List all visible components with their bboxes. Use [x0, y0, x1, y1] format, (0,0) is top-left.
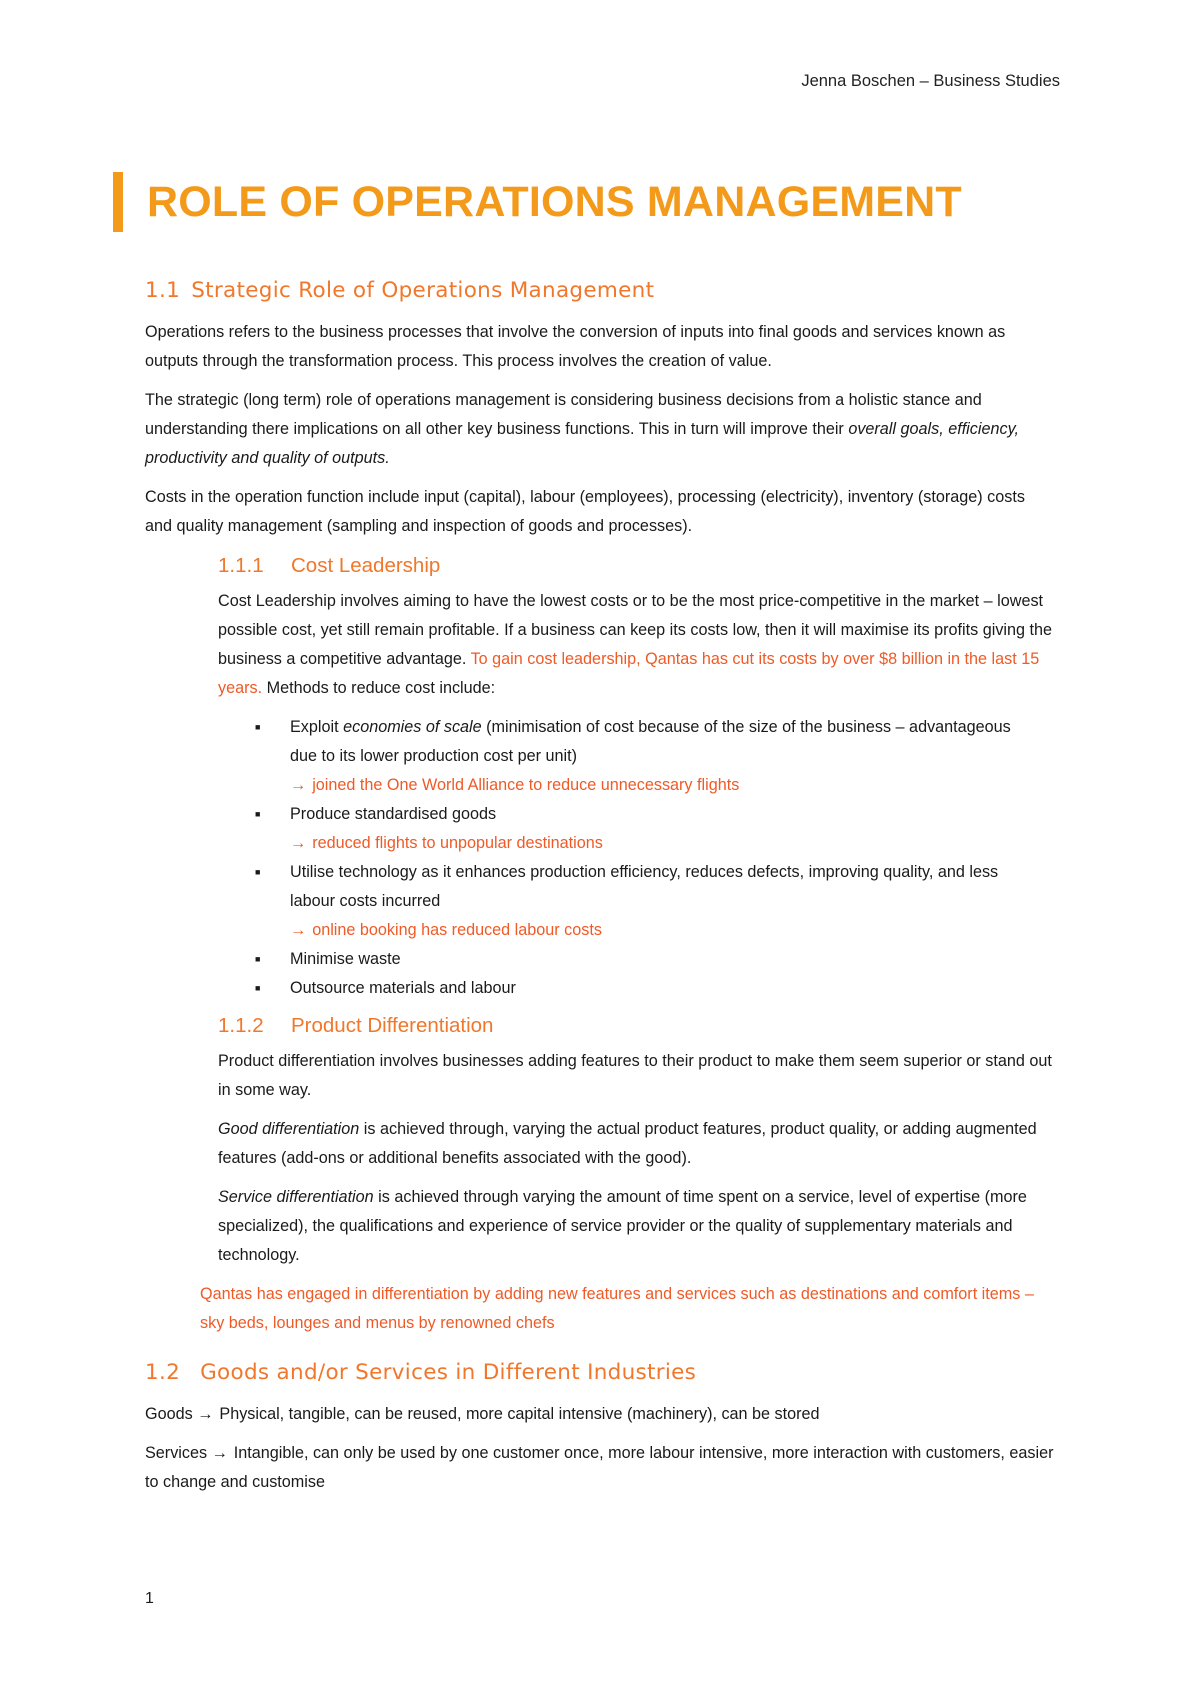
list-item — [255, 945, 1055, 974]
arrow-right-icon: → — [290, 775, 307, 794]
services-text: Intangible, can only be used by one customer once, more labour intensive, more interaction with customers, easier to change and customise — [145, 1443, 1054, 1491]
paragraph-text: is achieved through, varying the actual product features, product quality, or adding augmented features (add-ons or additional benefits associated with the good). — [218, 1119, 1037, 1167]
section-heading-1-2 — [145, 1360, 1055, 1386]
arrow-right-icon: → — [197, 1404, 214, 1423]
list-item-italic: economies of scale — [343, 717, 482, 736]
paragraph-text: is achieved through varying the amount of time spent on a service, level of expertise (more specialized), the qualifications and experience of service provider or the quality of supplementary materials and technology. — [218, 1187, 1027, 1264]
list-item — [255, 858, 1055, 945]
example-text: joined the One World Alliance to reduce unnecessary flights — [312, 775, 740, 794]
paragraph-product-differentiation: Product differentiation involves businesses adding features to their product to make them seem superior or stand out in some way. — [218, 1051, 1052, 1099]
bullet-icon: ■ — [255, 721, 261, 732]
section-heading-1-1-2 — [218, 1011, 1055, 1041]
arrow-right-icon: → — [211, 1443, 228, 1462]
page-number: 1 — [145, 1590, 154, 1607]
paragraph-text: Methods to reduce cost include: — [262, 678, 496, 697]
paragraph-services — [145, 1439, 1055, 1497]
paragraph-italic: Service differentiation — [218, 1187, 374, 1206]
paragraph-strategic-role — [145, 386, 1055, 473]
example-text: online booking has reduced labour costs — [312, 920, 602, 939]
section-title: Goods and/or Services in Different Industries — [200, 1359, 697, 1385]
list-item-text: Exploit — [290, 717, 344, 736]
services-label: Services — [145, 1443, 208, 1462]
paragraph-service-differentiation — [218, 1183, 1055, 1270]
page-header: Jenna Boschen – Business Studies — [801, 72, 1060, 90]
bullet-icon: ■ — [255, 982, 261, 993]
bullet-icon: ■ — [255, 866, 261, 877]
paragraph-italic: overall goals, efficiency, productivity and quality of outputs. — [145, 419, 1019, 467]
paragraph-text: The strategic (long term) role of operations management is considering business decisions from a holistic stance and understanding there implications on all other key business functions. This in turn will improve their — [145, 390, 982, 438]
list-item-text: Outsource materials and labour — [290, 978, 516, 997]
cost-methods-list — [145, 713, 1055, 1003]
title-accent-bar — [113, 172, 123, 232]
list-item-text: (minimisation of cost because of the size of the business – advantageous due to its lower production cost per unit) — [290, 717, 1011, 765]
title-block — [113, 172, 962, 232]
page-title: ROLE OF OPERATIONS MANAGEMENT — [147, 177, 962, 226]
paragraph-italic: Good differentiation — [218, 1119, 360, 1138]
qantas-example — [290, 829, 1035, 858]
goods-label: Goods — [145, 1404, 193, 1423]
document-body — [145, 278, 1055, 1507]
qantas-example: To gain cost leadership, Qantas has cut its costs by over $8 billion in the last 15 years. — [218, 649, 1040, 697]
paragraph-goods — [145, 1400, 1055, 1429]
paragraph-operations-definition: Operations refers to the business processes that involve the conversion of inputs into final goods and services known as outputs through the transformation process. This process involves the creation of value. — [145, 322, 1006, 370]
section-number: 1.2 — [145, 1359, 181, 1385]
bullet-icon: ■ — [255, 808, 261, 819]
paragraph-cost-leadership — [218, 587, 1055, 703]
list-item-text: Minimise waste — [290, 949, 401, 968]
list-item-text: Produce standardised goods — [290, 804, 497, 823]
example-text: reduced flights to unpopular destinations — [312, 833, 603, 852]
section-number: 1.1.2 — [218, 1013, 264, 1037]
arrow-right-icon: → — [290, 833, 307, 852]
section-number: 1.1.1 — [218, 553, 264, 577]
qantas-differentiation-note: Qantas has engaged in differentiation by adding new features and services such as destinations and comfort items – sky beds, lounges and menus by renowned chefs — [200, 1284, 1034, 1332]
section-heading-1-1 — [145, 278, 1055, 304]
section-heading-1-1-1 — [218, 551, 1055, 581]
list-item — [255, 713, 1055, 800]
paragraph-good-differentiation — [218, 1115, 1055, 1173]
section-number: 1.1 — [145, 278, 181, 303]
list-item — [255, 974, 1055, 1003]
bullet-icon: ■ — [255, 953, 261, 964]
paragraph-costs: Costs in the operation function include input (capital), labour (employees), processing (electricity), inventory (storage) costs and quality management (sampling and inspection of goods and processes). — [145, 487, 1025, 535]
section-title: Strategic Role of Operations Management — [191, 278, 655, 303]
section-title: Cost Leadership — [291, 553, 441, 577]
section-title: Product Differentiation — [291, 1013, 494, 1037]
qantas-example — [290, 771, 1035, 800]
list-item — [255, 800, 1055, 858]
qantas-example — [290, 916, 1035, 945]
list-item-text: Utilise technology as it enhances production efficiency, reduces defects, improving quality, and less labour costs incurred — [290, 862, 999, 910]
arrow-right-icon: → — [290, 920, 307, 939]
goods-text: Physical, tangible, can be reused, more capital intensive (machinery), can be stored — [219, 1404, 820, 1423]
paragraph-text: Cost Leadership involves aiming to have the lowest costs or to be the most price-competitive in the market – lowest possible cost, yet still remain profitable. If a business can keep its costs low, then it will maximise its profits giving the business a competitive advantage. — [218, 591, 1053, 668]
